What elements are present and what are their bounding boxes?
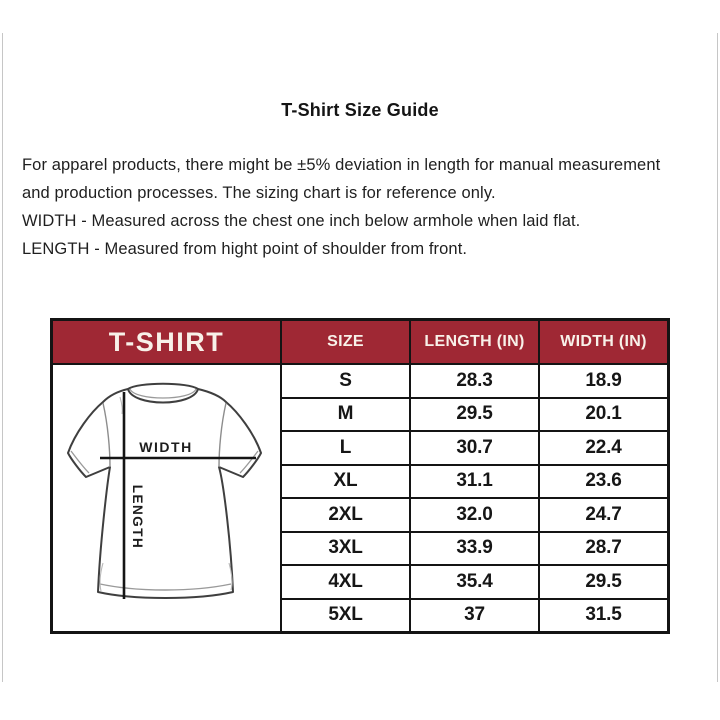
tshirt-illustration xyxy=(53,365,280,631)
size-cell: 4XL xyxy=(282,566,409,598)
length-cell: 29.5 xyxy=(411,399,538,431)
page-title: T-Shirt Size Guide xyxy=(281,100,439,121)
width-cell: 29.5 xyxy=(540,566,667,598)
table-header-size: SIZE xyxy=(282,321,409,363)
width-label: WIDTH xyxy=(139,439,193,455)
shirt-outline xyxy=(68,384,261,598)
table-header-width: WIDTH (IN) xyxy=(540,321,667,363)
size-cell: 3XL xyxy=(282,533,409,565)
table-header-product: T-SHIRT xyxy=(53,321,280,363)
deviation-note: For apparel products, there might be ±5% deviation in length for manual measurement and production processes. The sizing chart is for reference only. xyxy=(22,156,661,202)
width-cell: 22.4 xyxy=(540,432,667,464)
width-cell: 20.1 xyxy=(540,399,667,431)
size-cell: S xyxy=(282,365,409,397)
width-cell: 31.5 xyxy=(540,600,667,632)
length-cell: 28.3 xyxy=(411,365,538,397)
tshirt-measurement-diagram xyxy=(53,365,280,631)
size-guide-description xyxy=(22,151,680,263)
size-cell: XL xyxy=(282,466,409,498)
length-cell: 30.7 xyxy=(411,432,538,464)
width-cell: 28.7 xyxy=(540,533,667,565)
size-table xyxy=(50,318,670,634)
length-definition: LENGTH - Measured from hight point of shoulder from front. xyxy=(22,240,468,258)
width-cell: 18.9 xyxy=(540,365,667,397)
size-cell: M xyxy=(282,399,409,431)
width-cell: 24.7 xyxy=(540,499,667,531)
size-cell: 5XL xyxy=(282,600,409,632)
length-cell: 37 xyxy=(411,600,538,632)
length-cell: 33.9 xyxy=(411,533,538,565)
length-cell: 31.1 xyxy=(411,466,538,498)
size-cell: L xyxy=(282,432,409,464)
width-cell: 23.6 xyxy=(540,466,667,498)
width-definition: WIDTH - Measured across the chest one inch below armhole when laid flat. xyxy=(22,212,581,230)
length-cell: 35.4 xyxy=(411,566,538,598)
length-cell: 32.0 xyxy=(411,499,538,531)
size-cell: 2XL xyxy=(282,499,409,531)
table-header-length: LENGTH (IN) xyxy=(411,321,538,363)
length-label: LENGTH xyxy=(130,484,145,550)
